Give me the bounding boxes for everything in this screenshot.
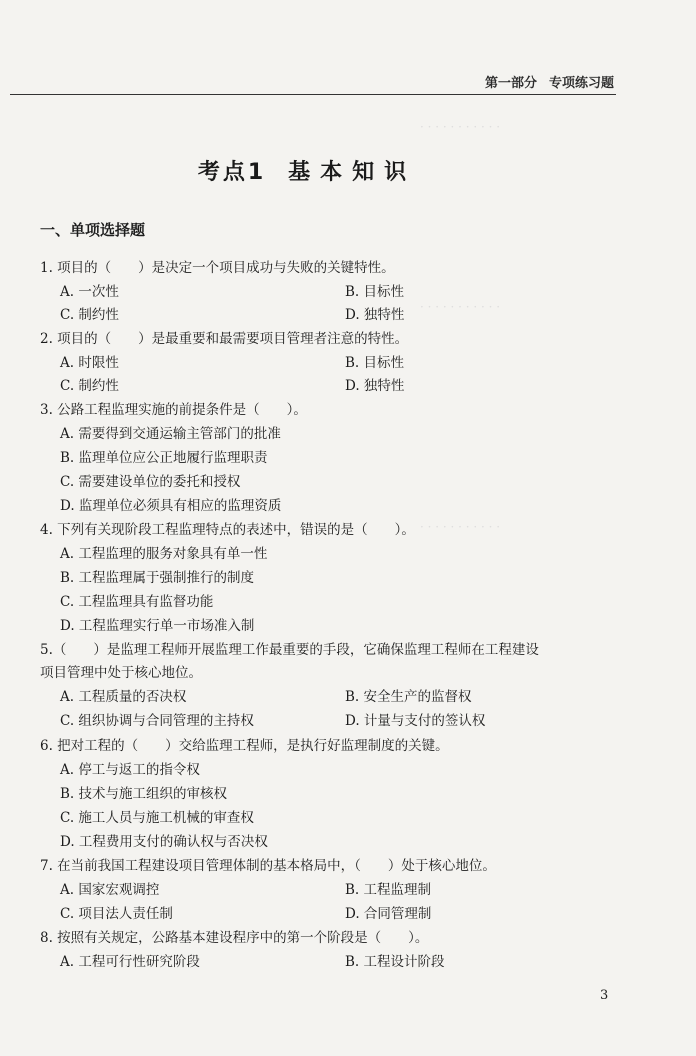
- question-stem: 1. 项目的（ ）是决定一个项目成功与失败的关键特性。: [40, 260, 395, 276]
- question-stem: 4. 下列有关现阶段工程监理特点的表述中，错误的是（ ）。: [40, 522, 415, 538]
- option: D. 独特性: [345, 378, 405, 394]
- question-stem: 8. 按照有关规定，公路基本建设程序中的第一个阶段是（ ）。: [40, 930, 429, 946]
- question-stem: 2. 项目的（ ）是最重要和最需要项目管理者注意的特性。: [40, 331, 409, 347]
- option: A. 工程监理的服务对象具有单一性: [60, 546, 268, 562]
- option: A. 工程质量的否决权: [60, 689, 187, 705]
- page-number: 3: [600, 988, 609, 1003]
- header-section: 专项练习题: [548, 76, 614, 91]
- option: D. 合同管理制: [345, 906, 432, 922]
- header-rule: [10, 94, 616, 95]
- question-stem: 5.（ ）是监理工程师开展监理工作最重要的手段，它确保监理工程师在工程建设: [40, 642, 539, 658]
- option: C. 制约性: [60, 307, 119, 323]
- bleed-through-text: · · · · · · · · · · ·: [420, 300, 501, 314]
- option: B. 监理单位应公正地履行监理职责: [60, 450, 268, 466]
- question-stem: 6. 把对工程的（ ）交给监理工程师，是执行好监理制度的关键。: [40, 738, 449, 754]
- header-part: 第一部分: [484, 76, 537, 91]
- bleed-through-text: · · · · · · · · · · ·: [420, 120, 501, 134]
- running-header: [0, 72, 614, 94]
- option: C. 组织协调与合同管理的主持权: [60, 713, 254, 729]
- option: B. 工程监理属于强制推行的制度: [60, 570, 255, 586]
- question-stem-continuation: 项目管理中处于核心地位。: [40, 665, 202, 681]
- title-prefix: 考点1: [197, 160, 267, 185]
- option: A. 国家宏观调控: [60, 882, 160, 898]
- option: C. 施工人员与施工机械的审查权: [60, 810, 254, 826]
- option: C. 项目法人责任制: [60, 906, 173, 922]
- option: D. 工程费用支付的确认权与否决权: [60, 834, 268, 850]
- page-title: [0, 155, 614, 186]
- option: A. 工程可行性研究阶段: [60, 954, 200, 970]
- question-stem: 3. 公路工程监理实施的前提条件是（ ）。: [40, 402, 307, 418]
- option: A. 需要得到交通运输主管部门的批准: [60, 426, 281, 442]
- option: A. 时限性: [60, 355, 119, 371]
- option: C. 需要建设单位的委托和授权: [60, 474, 241, 490]
- option: B. 工程设计阶段: [345, 954, 445, 970]
- option: B. 技术与施工组织的审核权: [60, 786, 228, 802]
- option: A. 停工与返工的指令权: [60, 762, 200, 778]
- option: D. 计量与支付的签认权: [345, 713, 486, 729]
- option: D. 监理单位必须具有相应的监理资质: [60, 498, 282, 514]
- option: A. 一次性: [60, 284, 119, 300]
- option: B. 目标性: [345, 284, 405, 300]
- question-stem: 7. 在当前我国工程建设项目管理体制的基本格局中，（ ）处于核心地位。: [40, 858, 496, 874]
- option: B. 安全生产的监督权: [345, 689, 472, 705]
- option: B. 工程监理制: [345, 882, 432, 898]
- option: D. 独特性: [345, 307, 405, 323]
- section-heading: 一、单项选择题: [40, 221, 146, 239]
- option: D. 工程监理实行单一市场准入制: [60, 618, 255, 634]
- title-main: 基本知识: [288, 160, 417, 185]
- bleed-through-text: · · · · · · · · · · ·: [420, 520, 501, 534]
- option: B. 目标性: [345, 355, 405, 371]
- option: C. 工程监理具有监督功能: [60, 594, 214, 610]
- option: C. 制约性: [60, 378, 119, 394]
